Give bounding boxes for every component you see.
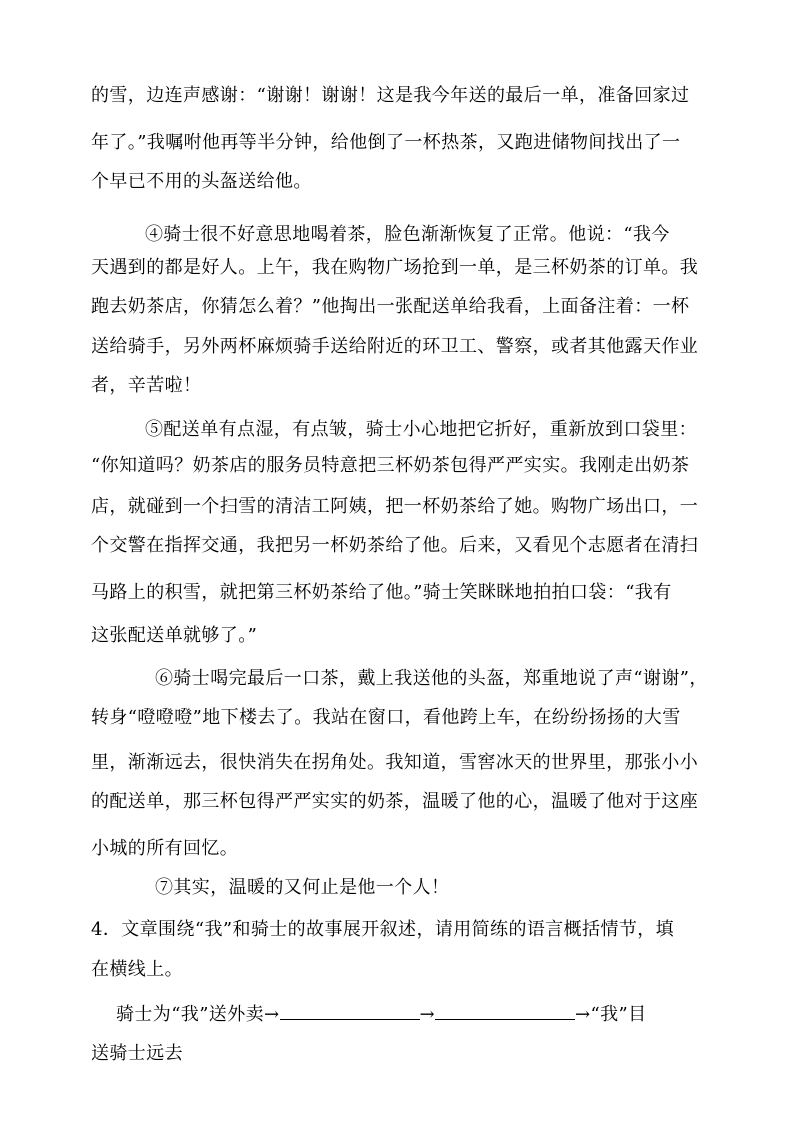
p4-line-5: 者，辛苦啦！: [91, 375, 202, 396]
arrow-2: →: [419, 1004, 435, 1025]
p6-line-2: 转身“噔噔噔”地下楼去了。我站在窗口，看他跨上车，在纷纷扬扬的大雪: [91, 707, 681, 728]
p5-line-2: “你知道吗？奶茶店的服务员特意把三杯奶茶包得严严实实。我刚走出奶茶: [91, 455, 690, 476]
answer-blank-2[interactable]: [435, 1001, 575, 1020]
p5-line-1: ⑤配送单有点湿，有点皱，骑士小心地把它折好，重新放到口袋里：: [145, 419, 697, 440]
p6-line-3: 里，渐渐远去，很快消失在拐角处。我知道，雪窖冰天的世界里，那张小小: [91, 752, 699, 773]
p5-line-4: 个交警在指挥交通，我把另一杯奶茶给了他。后来，又看见个志愿者在清扫: [91, 535, 699, 556]
p4-line-2: 天遇到的都是好人。上午，我在购物广场抢到一单，是三杯奶茶的订单。我: [91, 257, 699, 278]
p4-line-1: ④骑士很不好意思地喝着茶，脸色渐渐恢复了正常。他说：“我今: [145, 224, 670, 245]
p6-line-4: 的配送单，那三杯包得严严实实的奶茶，温暖了他的心，温暖了他对于这座: [91, 791, 699, 812]
p3-line-3: 个早已不用的头盔送给他。: [91, 171, 312, 192]
p3-line-1: 的雪，边连声感谢：“谢谢！谢谢！这是我今年送的最后一单，准备回家过: [91, 85, 690, 106]
fill-end-text: 送骑士远去: [91, 1043, 183, 1064]
arrow-1: →: [264, 1004, 280, 1025]
p5-line-5: 马路上的积雪，就把第三杯奶茶给了他。”骑士笑眯眯地拍拍口袋：“我有: [91, 582, 672, 603]
answer-blank-1[interactable]: [280, 1001, 420, 1020]
fill-mid-text: “我”目: [590, 1004, 647, 1025]
p6-line-5: 小城的所有回忆。: [91, 838, 239, 859]
p5-line-6: 这张配送单就够了。”: [91, 625, 258, 646]
p4-line-3: 跑去奶茶店，你猜怎么着？”他掏出一张配送单给我看，上面备注着：一杯: [91, 296, 690, 317]
fill-in-row: [116, 1001, 646, 1027]
question-4-line-1: 4．文章围绕“我”和骑士的故事展开叙述，请用简练的语言概括情节，填: [91, 919, 675, 940]
p3-line-2: 年了。”我嘱咐他再等半分钟，给他倒了一杯热茶，又跑进储物间找出了一: [91, 132, 681, 153]
fill-start-text: 骑士为“我”送外卖: [116, 1004, 265, 1025]
p7-line: ⑦其实，温暖的又何止是他一个人！: [155, 877, 450, 898]
arrow-3: →: [574, 1004, 591, 1025]
p4-line-4: 送给骑手，另外两杯麻烦骑手送给附近的环卫工、警察，或者其他露天作业: [91, 336, 699, 357]
p5-line-3: 店，就碰到一个扫雪的清洁工阿姨，把一杯奶茶给了她。购物广场出口，一: [91, 496, 699, 517]
p6-line-1: ⑥骑士喝完最后一口茶，戴上我送他的头盔，郑重地说了声“谢谢”，: [155, 668, 708, 689]
question-4-line-2: 在横线上。: [91, 959, 183, 980]
